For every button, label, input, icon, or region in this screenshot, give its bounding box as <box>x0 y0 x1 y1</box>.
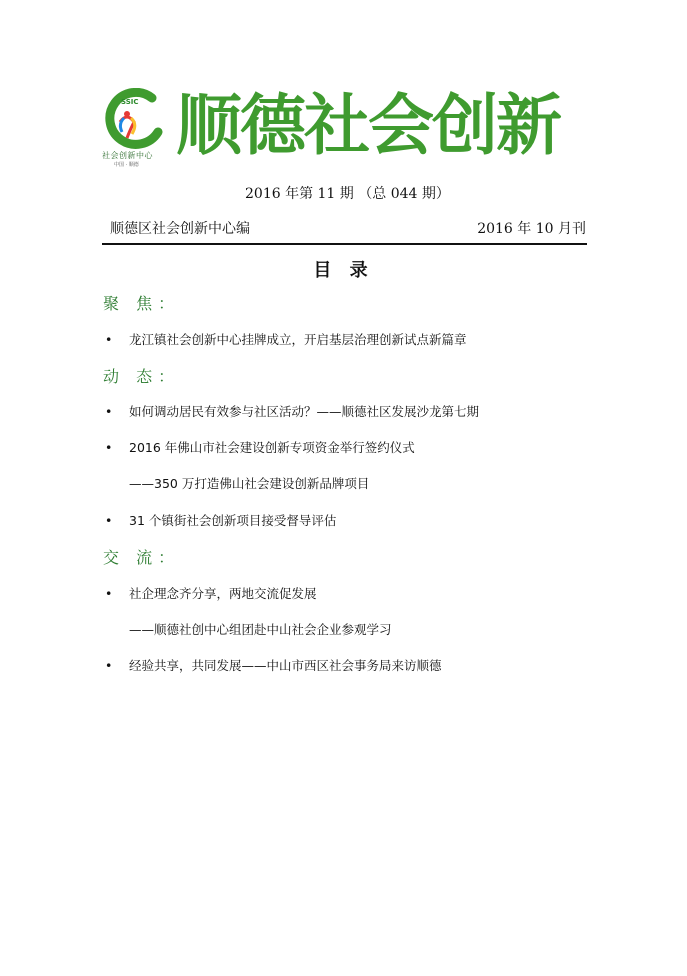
toc-entry-text: 龙江镇社会创新中心挂牌成立，开启基层治理创新试点新篇章 <box>129 332 467 347</box>
toc-entry-subtitle: ——350 万打造佛山社会建设创新品牌项目 <box>129 476 370 491</box>
publication-date: 2016 年 10 月刊 <box>477 221 586 237</box>
toc-entry-text: 31 个镇街社会创新项目接受督导评估 <box>129 513 337 528</box>
toc-entry-text: 如何调动居民有效参与社区活动？——顺德社区发展沙龙第七期 <box>129 404 480 419</box>
toc-entry-text: 2016 年佛山市社会建设创新专项资金举行签约仪式 <box>129 440 415 455</box>
ssic-logo <box>100 88 170 172</box>
logo-caption: 社会创新中心 <box>102 151 153 160</box>
section-heading-news: 动 态： <box>103 367 181 386</box>
toc-entry[interactable] <box>105 330 467 348</box>
section-heading-exchange: 交 流： <box>103 548 181 567</box>
masthead-title: 顺德社会创新 <box>176 87 560 164</box>
issue-number: 2016 年第 11 期 （总 044 期） <box>245 186 450 202</box>
toc-entry[interactable] <box>105 402 479 420</box>
bullet: • <box>105 586 113 601</box>
logo-ssic-text: SSIC <box>121 98 139 106</box>
header-rule <box>102 243 587 245</box>
bullet: • <box>105 332 113 347</box>
toc-entry-text: 经验共享，共同发展——中山市西区社会事务局来访顺德 <box>129 658 442 673</box>
bullet: • <box>105 440 113 455</box>
bullet: • <box>105 404 113 419</box>
toc-entry-text: 社企理念齐分享，两地交流促发展 <box>129 586 317 601</box>
toc-entry[interactable] <box>105 438 415 456</box>
toc-title: 目 录 <box>313 260 374 281</box>
editor-line: 顺德区社会创新中心编 <box>110 221 250 237</box>
toc-entry[interactable] <box>105 656 442 674</box>
bullet: • <box>105 658 113 673</box>
section-heading-focus: 聚 焦： <box>103 294 181 313</box>
logo-subcaption: 中国 · 顺德 <box>114 162 139 168</box>
toc-entry-subtitle: ——顺德社创中心组团赴中山社会企业参观学习 <box>129 622 392 637</box>
toc-entry[interactable] <box>105 511 336 529</box>
bullet: • <box>105 513 113 528</box>
toc-entry[interactable] <box>105 584 317 602</box>
